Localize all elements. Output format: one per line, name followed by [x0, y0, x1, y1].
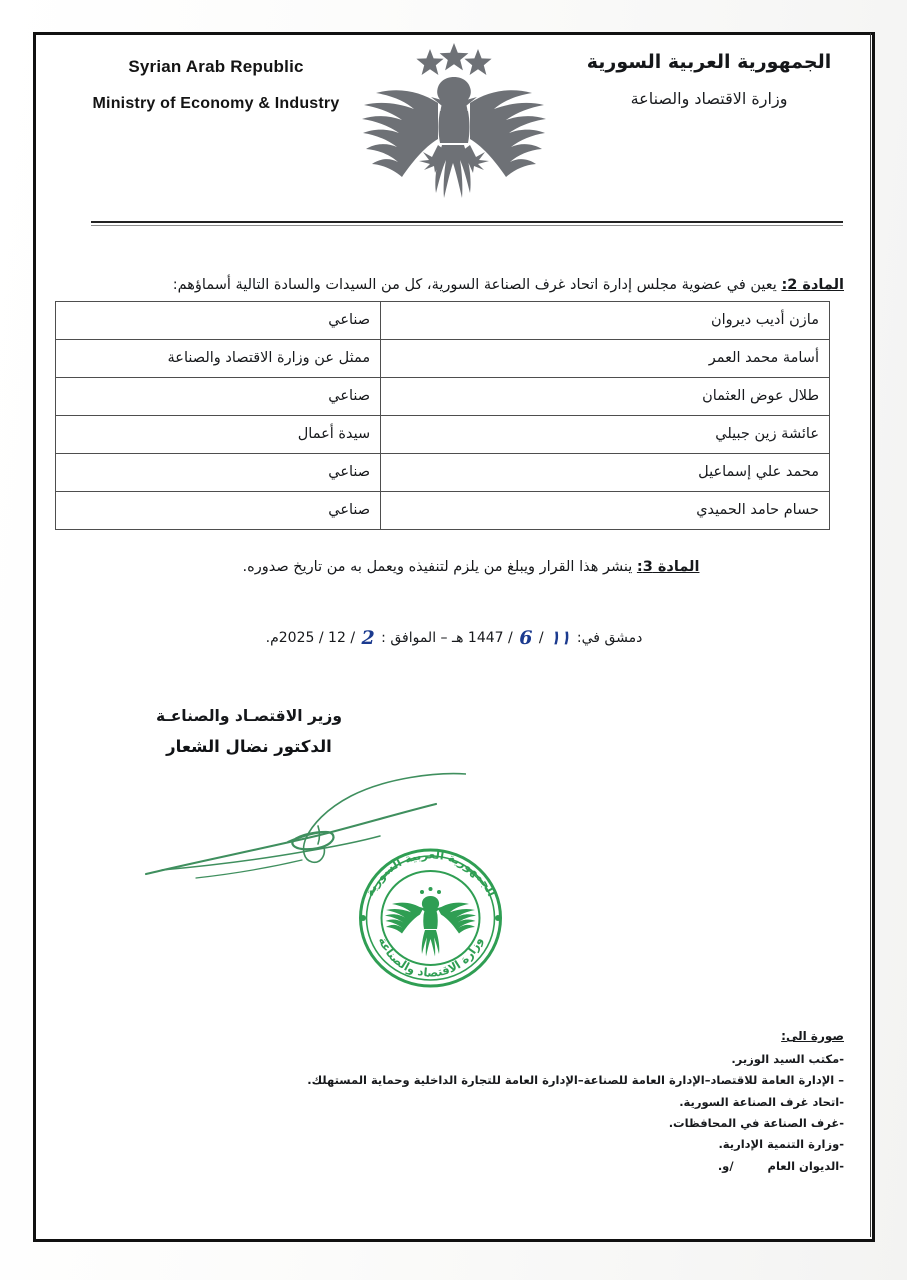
official-ministry-stamp: [343, 832, 518, 1000]
date-sep-3: /: [350, 630, 356, 646]
article-2-paragraph: [98, 275, 844, 297]
table-row: [56, 378, 830, 416]
distribution-item-text: -الديوان العام: [767, 1158, 844, 1173]
member-role: صناعي: [56, 378, 381, 416]
hijri-day-handwritten: ١١: [550, 627, 571, 649]
header-english-country: Syrian Arab Republic: [128, 57, 304, 76]
table-row: [56, 454, 830, 492]
member-name: محمد علي إسماعيل: [381, 454, 830, 492]
hijri-year: 1447 هـ: [451, 630, 504, 646]
table-row: [56, 492, 830, 530]
stamp-bottom-text: وزارة الاقتصاد والصناعة: [375, 935, 486, 980]
gregorian-day-handwritten: 2: [361, 627, 375, 649]
header-divider-rule: [91, 221, 843, 223]
distribution-item-suffix: /و.: [717, 1158, 734, 1173]
date-sep-4: /: [318, 630, 324, 646]
distribution-list: [284, 1025, 844, 1177]
header-english-block: [66, 57, 366, 113]
member-name: أسامة محمد العمر: [381, 340, 830, 378]
signatory-name: الدكتور نضال الشعار: [166, 737, 332, 756]
distribution-item-text: -وزارة التنمية الإدارية.: [718, 1137, 844, 1152]
distribution-item-text: -مكتب السيد الوزير.: [731, 1052, 844, 1067]
signatory-title: وزير الاقتصـاد والصناعـة: [156, 707, 342, 725]
list-item: [284, 1113, 844, 1134]
document-page-frame: [33, 32, 875, 1242]
header-arabic-block: [574, 51, 844, 108]
distribution-item-text: – الإدارة العامة للاقتصاد–الإدارة العامة للصناعة–الإدارة العامة للتجارة الداخلية وحماية المستهلك.: [307, 1073, 844, 1088]
list-item: [284, 1156, 844, 1177]
member-role: صناعي: [56, 454, 381, 492]
article-3-paragraph: [98, 557, 844, 579]
distribution-item-text: -غرف الصناعة في المحافظات.: [668, 1115, 844, 1130]
table-row: [56, 302, 830, 340]
syrian-eagle-emblem: [354, 41, 554, 216]
member-name: طلال عوض العثمان: [381, 378, 830, 416]
article-3-text: ينشر هذا القرار ويبلغ من يلزم لتنفيذه ويعمل به من تاريخ صدوره.: [242, 559, 637, 575]
member-name: مازن أديب ديروان: [381, 302, 830, 340]
table-row: [56, 340, 830, 378]
document-header: [36, 35, 872, 215]
member-role: صناعي: [56, 492, 381, 530]
distribution-item-text: -اتحاد غرف الصناعة السورية.: [679, 1094, 844, 1109]
member-name: عائشة زين جبيلي: [381, 416, 830, 454]
date-sep-1: /: [538, 630, 544, 646]
list-item: [284, 1134, 844, 1155]
list-item: [284, 1092, 844, 1113]
members-table-body: [56, 302, 830, 530]
gregorian-month: 12: [328, 630, 346, 646]
date-sep-2: /: [508, 630, 513, 646]
list-item: [284, 1070, 844, 1091]
list-item: [284, 1049, 844, 1070]
header-arabic-country: الجمهورية العربية السورية: [586, 51, 832, 73]
members-table: [55, 301, 830, 530]
member-role: سيدة أعمال: [56, 416, 381, 454]
date-middle-text: – الموافق :: [381, 630, 448, 646]
distribution-heading: صورة الى:: [781, 1029, 844, 1043]
member-role: صناعي: [56, 302, 381, 340]
article-3-label: المادة 3:: [636, 559, 700, 575]
stamp-top-text: الجمهورية العربية السورية: [362, 847, 499, 899]
gregorian-year: 2025م.: [265, 630, 315, 646]
article-2-text: يعين في عضوية مجلس إدارة اتحاد غرف الصناعة السورية، كل من السيدات والسادة التالية أسماؤهم:: [172, 277, 782, 293]
member-name: حسام حامد الحميدي: [381, 492, 830, 530]
hijri-month-handwritten: 6: [519, 627, 533, 649]
article-2-label: المادة 2:: [781, 277, 844, 293]
issue-date-line: [36, 627, 872, 649]
table-row: [56, 416, 830, 454]
member-role: ممثل عن وزارة الاقتصاد والصناعة: [56, 340, 381, 378]
header-arabic-ministry: وزارة الاقتصاد والصناعة: [630, 89, 788, 108]
header-english-ministry: Ministry of Economy & Industry: [92, 95, 340, 112]
date-prefix: دمشق في:: [576, 630, 643, 646]
signature-block: [104, 707, 394, 756]
